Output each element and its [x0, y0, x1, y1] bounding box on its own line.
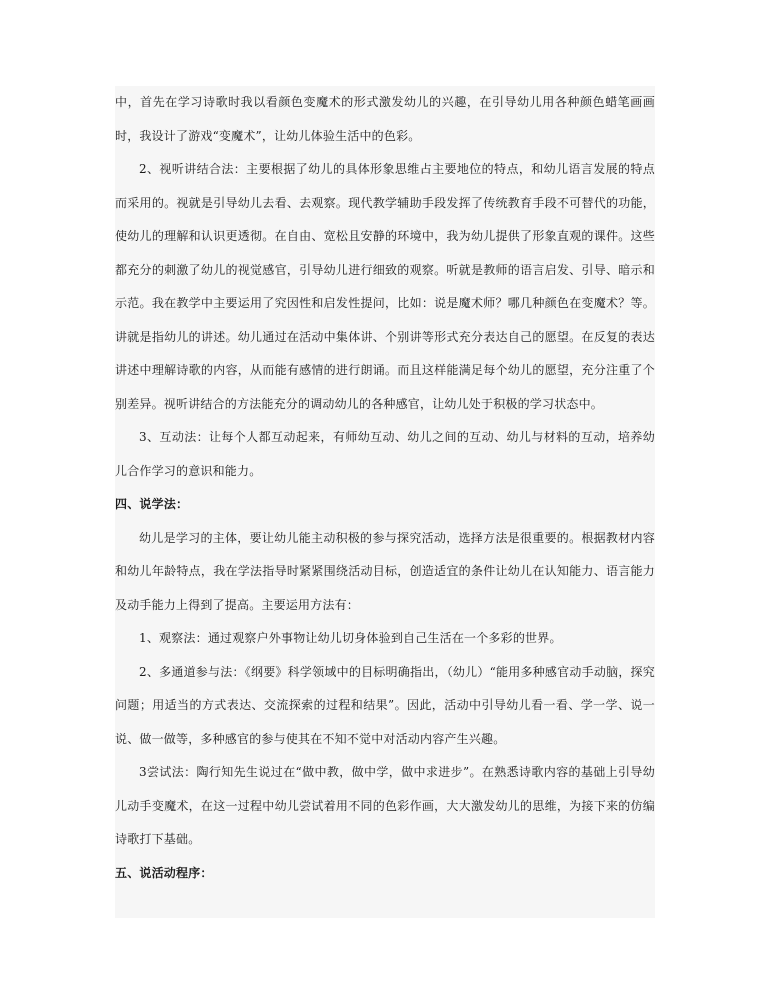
paragraph-audiovisual-method: 2、视听讲结合法：主要根据了幼儿的具体形象思维占主要地位的特点，和幼儿语言发展的特点而采用的。视就是引导幼儿去看、去观察。现代教学辅助手段发挥了传统教育手段不可替代的功能，使幼儿的理解和认识更透彻。在自由、宽松且安静的环境中，我为幼儿提供了形象直观的课件。这些都充分的刺激了幼儿的视觉感官，引导幼儿进行细致的观察。听就是教师的语言启发、引导、暗示和示范。我在教学中主要运用了究因性和启发性提问，比如：说是魔术师？哪几种颜色在变魔术？等。讲就是指幼儿的讲述。幼儿通过在活动中集体讲、个别讲等形式充分表达自己的愿望。在反复的表达讲述中理解诗歌的内容，从而能有感情的进行朗诵。而且这样能满足每个幼儿的愿望，充分注重了个别差异。视听讲结合的方法能充分的调动幼儿的各种感官，让幼儿处于积极的学习状态中。	[115, 162, 655, 411]
paragraph-interaction-method: 3、互动法：让每个人都互动起来，有师幼互动、幼儿之间的互动、幼儿与材料的互动，培养幼儿合作学习的意识和能力。	[115, 430, 655, 478]
paragraph-trial-method: 3尝试法：陶行知先生说过在“做中教，做中学，做中求进步”。在熟悉诗歌内容的基础上引导幼儿动手变魔术，在这一过程中幼儿尝试着用不同的色彩作画，大大激发幼儿的思维，为接下来的仿编诗歌打下基础。	[115, 765, 655, 846]
paragraph-observation-method: 1、观察法：通过观察户外事物让幼儿切身体验到自己生活在一个多彩的世界。	[139, 631, 562, 645]
paragraph-learning-intro: 幼儿是学习的主体，要让幼儿能主动积极的参与探究活动，选择方法是很重要的。根据教材内容和幼儿年龄特点，我在学法指导时紧紧围绕活动目标，创造适宜的条件让幼儿在认知能力、语言能力及动手能力上得到了提高。主要运用方法有：	[115, 530, 655, 612]
section-heading-learning-methods: 四、说学法：	[115, 497, 189, 511]
paragraph-multichannel-method: 2、多通道参与法：《纲要》科学领域中的目标明确指出，（幼儿）“能用多种感官动手动脑，探究问题；用适当的方式表达、交流探索的过程和结果”。因此，活动中引导幼儿看一看、学一学、说一说、做一做等，多种感官的参与使其在不知不觉中对活动内容产生兴趣。	[115, 664, 655, 746]
section-heading-activity-procedure: 五、说活动程序：	[115, 865, 213, 880]
paragraph-intro-continuation: 中，首先在学习诗歌时我以看颜色变魔术的形式激发幼儿的兴趣，在引导幼儿用各种颜色蜡笔画画时，我设计了游戏“变魔术”，让幼儿体验生活中的色彩。	[115, 95, 655, 143]
document-body	[115, 86, 655, 918]
